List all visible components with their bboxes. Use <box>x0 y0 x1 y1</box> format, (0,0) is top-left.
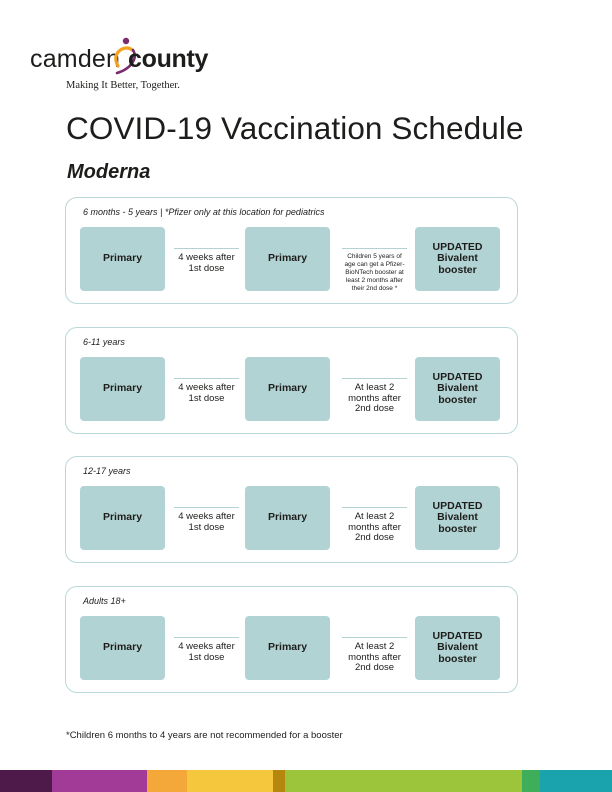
booster-line-2: Bivalent <box>437 641 478 654</box>
dose-2-box: Primary <box>245 616 330 680</box>
booster-line-3: booster <box>438 652 477 665</box>
color-bar-segment <box>187 770 273 792</box>
booster-line-3: booster <box>438 393 477 406</box>
interval-1-text: 4 weeks after 1st dose <box>174 507 239 533</box>
dose-2-box: Primary <box>245 227 330 291</box>
booster-line-2: Bivalent <box>437 511 478 524</box>
booster-box <box>415 357 500 421</box>
group-label: 6-11 years <box>83 337 125 347</box>
booster-box <box>415 486 500 550</box>
dose-1-box: Primary <box>80 616 165 680</box>
dose-1-box: Primary <box>80 486 165 550</box>
group-label: 6 months - 5 years | *Pfizer only at this location for pediatrics <box>83 207 325 217</box>
interval-2-text: Children 5 years of age can get a Pfizer-BioNTech booster at least 2 months after their 2nd dose * <box>342 248 407 293</box>
vaccine-brand-subtitle: Moderna <box>67 161 151 183</box>
color-bar-segment <box>0 770 52 792</box>
dose-2-box: Primary <box>245 357 330 421</box>
booster-line-1: UPDATED <box>432 370 483 383</box>
color-bar-segment <box>540 770 612 792</box>
color-bar-segment <box>522 770 540 792</box>
booster-box <box>415 227 500 291</box>
group-label: Adults 18+ <box>83 596 126 606</box>
booster-box <box>415 616 500 680</box>
booster-line-1: UPDATED <box>432 629 483 642</box>
dose-1-box: Primary <box>80 227 165 291</box>
color-bar-segment <box>285 770 522 792</box>
logo-word-county: county <box>128 45 209 73</box>
interval-1-text: 4 weeks after 1st dose <box>174 248 239 274</box>
schedule-group-adults-18plus <box>65 586 518 693</box>
dose-1-box: Primary <box>80 357 165 421</box>
schedule-group-6-11yr <box>65 327 518 434</box>
booster-line-1: UPDATED <box>432 499 483 512</box>
interval-2-text: At least 2 months after 2nd dose <box>342 378 407 415</box>
schedule-group-12-17yr <box>65 456 518 563</box>
booster-line-3: booster <box>438 522 477 535</box>
group-label: 12-17 years <box>83 466 131 476</box>
footnote: *Children 6 months to 4 years are not recommended for a booster <box>66 730 343 741</box>
color-bar-segment <box>273 770 285 792</box>
color-bar-segment <box>52 770 147 792</box>
booster-line-1: UPDATED <box>432 240 483 253</box>
decorative-color-bar <box>0 770 612 792</box>
interval-2-text: At least 2 months after 2nd dose <box>342 507 407 544</box>
schedule-group-6mo-5yr <box>65 197 518 304</box>
page-title: COVID-19 Vaccination Schedule <box>66 110 524 146</box>
logo-word-camden: camden <box>30 45 121 73</box>
dose-2-box: Primary <box>245 486 330 550</box>
interval-1-text: 4 weeks after 1st dose <box>174 378 239 404</box>
booster-line-2: Bivalent <box>437 252 478 265</box>
interval-2-text: At least 2 months after 2nd dose <box>342 637 407 674</box>
logo-tagline: Making It Better, Together. <box>66 80 180 91</box>
camden-county-logo <box>30 34 220 94</box>
color-bar-segment <box>147 770 187 792</box>
booster-line-3: booster <box>438 263 477 276</box>
interval-1-text: 4 weeks after 1st dose <box>174 637 239 663</box>
booster-line-2: Bivalent <box>437 382 478 395</box>
